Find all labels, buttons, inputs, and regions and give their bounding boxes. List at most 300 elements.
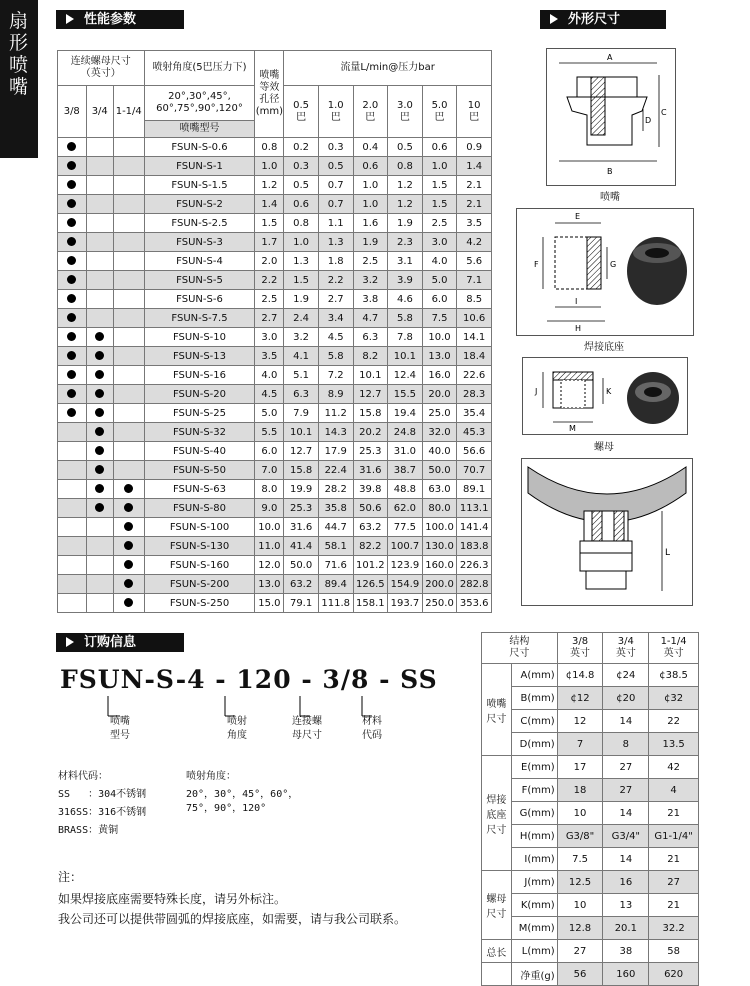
flow-cell: 0.3 [284,157,319,176]
thread-3-4-header: 3/4 [86,86,113,138]
table-row [482,687,699,710]
thread-mark [86,499,113,518]
thread-mark [113,499,144,518]
dot-icon [124,560,133,569]
thread-mark [113,442,144,461]
model-cell: FSUN-S-13 [144,347,255,366]
nozzle-caption: 喷嘴 [600,192,620,203]
thread-mark [58,442,87,461]
flow-cell: 63.0 [422,480,457,499]
flow-cell: 1.2 [388,195,423,214]
dim-b-label: B [607,167,613,176]
flow-cell: 19.4 [388,404,423,423]
dot-icon [67,408,76,417]
orifice-cell: 3.0 [255,328,284,347]
flow-cell: 28.3 [457,385,492,404]
table-row [58,366,492,385]
dims-value: G3/8" [557,825,603,848]
flow-cell: 100.0 [422,518,457,537]
flow-cell: 4.1 [284,347,319,366]
thread-mark [113,385,144,404]
dot-icon [67,332,76,341]
flow-cell: 1.5 [422,195,457,214]
model-cell: FSUN-S-63 [144,480,255,499]
dims-value: 20.1 [603,917,649,940]
dim-c-label: C [661,108,667,117]
dims-value: ¢24 [603,664,649,687]
thread-mark [86,347,113,366]
flow-cell: 6.3 [353,328,388,347]
thread-mark [113,290,144,309]
flow-cell: 2.2 [318,271,353,290]
model-cell: FSUN-S-250 [144,594,255,613]
svg-text:L: L [665,548,671,558]
thread-mark [86,195,113,214]
thread-mark [58,366,87,385]
flow-cell: 0.9 [457,138,492,157]
model-cell: FSUN-S-16 [144,366,255,385]
table-row [482,848,699,871]
dot-icon [124,484,133,493]
flow-cell: 1.0 [284,233,319,252]
flow-cell: 0.3 [318,138,353,157]
svg-text:I: I [575,297,578,306]
angle-title: 喷射角度： [186,771,236,782]
dims-key: I(mm) [511,848,557,871]
thread-mark [86,176,113,195]
dims-key: E(mm) [511,756,557,779]
thread-mark [113,404,144,423]
flow-cell: 10.0 [422,328,457,347]
thread-mark [58,423,87,442]
flow-cell: 141.4 [457,518,492,537]
thread-mark [58,138,87,157]
flow-cell: 4.6 [388,290,423,309]
orifice-cell: 5.5 [255,423,284,442]
dot-icon [124,598,133,607]
flow-cell: 8.2 [353,347,388,366]
thread-mark [86,138,113,157]
dims-value: 14 [603,802,649,825]
flow-cell: 5.1 [284,366,319,385]
dims-value: 17 [557,756,603,779]
flow-cell: 2.7 [318,290,353,309]
thread-mark [58,309,87,328]
flow-cell: 4.0 [422,252,457,271]
model-cell: FSUN-S-20 [144,385,255,404]
flow-cell: 8.5 [457,290,492,309]
orifice-cell: 1.5 [255,214,284,233]
flow-cell: 0.6 [422,138,457,157]
flow-cell: 0.5 [388,138,423,157]
flow-cell: 1.8 [318,252,353,271]
flow-cell: 12.4 [388,366,423,385]
flow-cell: 1.1 [318,214,353,233]
flow-cell: 4.7 [353,309,388,328]
flow-cell: 28.2 [318,480,353,499]
dims-value: 7.5 [557,848,603,871]
dot-icon [67,351,76,360]
flow-cell: 80.0 [422,499,457,518]
flow-cell: 1.3 [284,252,319,271]
flow-cell: 45.3 [457,423,492,442]
flow-cell: 2.5 [422,214,457,233]
table-row [58,594,492,613]
flow-cell: 200.0 [422,575,457,594]
weld-base-caption: 焊接底座 [584,342,624,353]
flow-cell: 6.3 [284,385,319,404]
flow-cell: 1.6 [353,214,388,233]
dims-value: 12.8 [557,917,603,940]
thread-1-1-4-header: 1-1/4 [113,86,144,138]
nozzle-drawing [546,48,676,186]
dims-value: ¢14.8 [557,664,603,687]
table-row [58,385,492,404]
table-row [58,537,492,556]
table-row [58,328,492,347]
dims-value: 21 [649,802,699,825]
flow-cell: 2.4 [284,309,319,328]
thread-mark [113,271,144,290]
orifice-cell: 9.0 [255,499,284,518]
dims-value: 10 [557,802,603,825]
orifice-cell: 3.5 [255,347,284,366]
spray-angle-header: 喷射角度(5巴压力下) [144,51,255,86]
flow-cell: 0.4 [353,138,388,157]
thread-mark [86,442,113,461]
triangle-icon [66,14,74,24]
flow-cell: 50.0 [284,556,319,575]
flow-cell: 100.7 [388,537,423,556]
flow-cell: 71.6 [318,556,353,575]
table-row [482,894,699,917]
flow-header: 流量L/min@压力bar [284,51,492,86]
thread-mark [86,214,113,233]
flow-cell: 7.8 [388,328,423,347]
orifice-cell: 2.7 [255,309,284,328]
table-row [58,461,492,480]
flow-cell: 8.9 [318,385,353,404]
flow-cell: 3.2 [353,271,388,290]
dims-value: 22 [649,710,699,733]
table-row [58,176,492,195]
flow-cell: 79.1 [284,594,319,613]
dot-icon [95,389,104,398]
dot-icon [124,579,133,588]
flow-cell: 4.5 [318,328,353,347]
table-row [482,802,699,825]
material-title: 材料代码： [58,771,108,782]
thread-mark [58,537,87,556]
order-label-angle: 喷射 角度 [227,716,247,741]
triangle-icon [66,637,74,647]
model-cell: FSUN-S-3 [144,233,255,252]
dims-value: 18 [557,779,603,802]
thread-mark [58,252,87,271]
flow-cell: 123.9 [388,556,423,575]
dot-icon [95,332,104,341]
thread-mark [86,157,113,176]
table-row [58,442,492,461]
dims-key: 净重(g) [511,963,557,986]
orifice-cell: 7.0 [255,461,284,480]
dot-icon [95,408,104,417]
dot-icon [67,180,76,189]
thread-mark [113,157,144,176]
angle-values-1: 20°，30°，45°，60°， [186,789,299,800]
dims-key: L(mm) [511,940,557,963]
dims-value: 21 [649,848,699,871]
flow-cell: 1.2 [388,176,423,195]
table-row [482,825,699,848]
thread-mark [113,556,144,575]
flow-cell: 1.5 [422,176,457,195]
flow-cell: 0.7 [318,176,353,195]
dims-value: 42 [649,756,699,779]
model-cell: FSUN-S-130 [144,537,255,556]
table-row [58,499,492,518]
thread-mark [58,233,87,252]
dot-icon [124,522,133,531]
flow-cell: 1.5 [284,271,319,290]
model-cell: FSUN-S-32 [144,423,255,442]
table-row [482,664,699,687]
flow-cell: 25.0 [422,404,457,423]
dim-a-label: A [607,53,613,62]
thread-mark [113,594,144,613]
dims-key: A(mm) [511,664,557,687]
flow-cell: 20.2 [353,423,388,442]
flow-cell: 0.8 [388,157,423,176]
nut-drawing [522,357,688,435]
table-row [482,940,699,963]
model-cell: FSUN-S-1 [144,157,255,176]
dot-icon [67,142,76,151]
dims-value: 13.5 [649,733,699,756]
flow-cell: 39.8 [353,480,388,499]
pressure-header: 10 巴 [457,86,492,138]
flow-cell: 62.0 [388,499,423,518]
thread-mark [113,537,144,556]
orifice-cell: 15.0 [255,594,284,613]
thread-mark [113,423,144,442]
thread-mark [113,518,144,537]
flow-cell: 15.8 [284,461,319,480]
flow-cell: 6.0 [422,290,457,309]
orifice-cell: 10.0 [255,518,284,537]
table-row [58,423,492,442]
flow-cell: 31.6 [353,461,388,480]
thread-mark [113,138,144,157]
dot-icon [67,218,76,227]
model-cell: FSUN-S-4 [144,252,255,271]
orifice-cell: 11.0 [255,537,284,556]
table-row [482,963,699,986]
orifice-cell: 2.0 [255,252,284,271]
table-row [482,710,699,733]
table-row [58,195,492,214]
table-row [58,575,492,594]
table-row [58,556,492,575]
flow-cell: 58.1 [318,537,353,556]
thread-mark [58,271,87,290]
table-row [58,404,492,423]
triangle-icon [550,14,558,24]
flow-cell: 3.8 [353,290,388,309]
dot-icon [124,503,133,512]
table-row [58,214,492,233]
order-label-thread: 连接螺 母尺寸 [292,716,322,741]
dims-value: 14 [603,710,649,733]
dims-value: 21 [649,894,699,917]
dims-size-3-8: 3/8 英寸 [557,633,603,664]
table-row [482,871,699,894]
thread-mark [113,252,144,271]
thread-mark [86,423,113,442]
dims-value: 7 [557,733,603,756]
material-ss: SS ：304不锈钢 [58,789,147,800]
dims-group-label: 总长 [482,940,512,963]
flow-cell: 89.4 [318,575,353,594]
flow-cell: 10.6 [457,309,492,328]
thread-mark [58,575,87,594]
table-row [482,917,699,940]
thread-mark [58,290,87,309]
dims-group-label [482,963,512,986]
svg-text:H: H [575,324,582,333]
flow-cell: 31.0 [388,442,423,461]
flow-cell: 2.1 [457,176,492,195]
model-cell: FSUN-S-80 [144,499,255,518]
table-row [58,347,492,366]
thread-3-8-header: 3/8 [58,86,87,138]
thread-mark [58,480,87,499]
note-2: 我公司还可以提供带圆弧的焊接底座，如需要，请与我公司联系。 [58,912,407,926]
flow-cell: 1.9 [388,214,423,233]
flow-cell: 5.8 [318,347,353,366]
thread-mark [86,309,113,328]
dims-value: 13 [603,894,649,917]
flow-cell: 0.6 [353,157,388,176]
dot-icon [67,275,76,284]
thread-mark [86,385,113,404]
thread-mark [113,233,144,252]
flow-cell: 1.0 [353,195,388,214]
weld-base-drawing [516,208,694,336]
flow-cell: 7.5 [422,309,457,328]
flow-cell: 126.5 [353,575,388,594]
thread-mark [86,461,113,480]
flow-cell: 4.2 [457,233,492,252]
flow-cell: 282.8 [457,575,492,594]
flow-cell: 70.7 [457,461,492,480]
thread-mark [86,518,113,537]
orifice-cell: 0.8 [255,138,284,157]
dims-value: 27 [649,871,699,894]
dims-value: 620 [649,963,699,986]
thread-mark [58,195,87,214]
thread-mark [58,461,87,480]
table-row [58,290,492,309]
dims-group-label: 焊接 底座 尺寸 [482,756,512,871]
model-cell: FSUN-S-160 [144,556,255,575]
nozzle-diagram [547,49,675,185]
dims-structure-header: 结构 尺寸 [482,633,558,664]
dims-key: H(mm) [511,825,557,848]
flow-cell: 193.7 [388,594,423,613]
table-row [58,518,492,537]
nut-caption: 螺母 [594,442,614,453]
flow-cell: 5.6 [457,252,492,271]
flow-cell: 1.9 [284,290,319,309]
flow-cell: 7.2 [318,366,353,385]
dims-value: ¢12 [557,687,603,710]
model-cell: FSUN-S-6 [144,290,255,309]
flow-cell: 250.0 [422,594,457,613]
performance-table [57,50,492,613]
flow-cell: 89.1 [457,480,492,499]
weld-base-diagram [517,209,693,335]
flow-cell: 226.3 [457,556,492,575]
dot-icon [95,351,104,360]
orifice-cell: 1.0 [255,157,284,176]
order-label-material: 材料 代码 [362,716,382,741]
svg-text:M: M [569,424,576,433]
thread-mark [58,556,87,575]
flow-cell: 38.7 [388,461,423,480]
thread-mark [86,271,113,290]
order-separator: - [379,665,391,694]
model-header: 喷嘴型号 [144,121,255,138]
flow-cell: 1.3 [318,233,353,252]
flow-cell: 19.9 [284,480,319,499]
dims-size-3-4: 3/4 英寸 [603,633,649,664]
dims-value: ¢32 [649,687,699,710]
flow-cell: 11.2 [318,404,353,423]
flow-cell: 25.3 [353,442,388,461]
orifice-cell: 12.0 [255,556,284,575]
dims-value: 27 [603,779,649,802]
material-brass: BRASS：黄铜 [58,825,119,836]
flow-cell: 154.9 [388,575,423,594]
flow-cell: 183.8 [457,537,492,556]
flow-cell: 1.0 [353,176,388,195]
dims-key: J(mm) [511,871,557,894]
flow-cell: 63.2 [284,575,319,594]
thread-mark [58,328,87,347]
section-performance: 性能参数 [56,10,184,29]
flow-cell: 3.1 [388,252,423,271]
flow-cell: 10.1 [388,347,423,366]
thread-mark [58,176,87,195]
section-dimensions: 外形尺寸 [540,10,666,29]
note-title: 注： [58,870,83,884]
thread-mark [113,214,144,233]
flow-cell: 18.4 [457,347,492,366]
thread-mark [58,404,87,423]
dims-key: B(mm) [511,687,557,710]
flow-cell: 56.6 [457,442,492,461]
thread-mark [113,176,144,195]
svg-text:G: G [610,260,617,269]
dims-value: 16 [603,871,649,894]
dot-icon [67,389,76,398]
dims-value: 14 [603,848,649,871]
model-cell: FSUN-S-7.5 [144,309,255,328]
assembly-diagram [522,459,692,605]
dims-group-label: 螺母 尺寸 [482,871,512,940]
thread-mark [113,366,144,385]
